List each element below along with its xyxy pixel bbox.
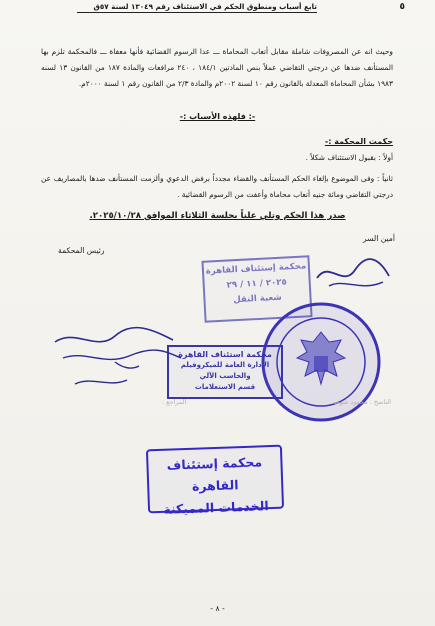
date-stamp-line-1: محكمة إستئناف القاهرة	[205, 261, 307, 277]
verdict-line: صدر هذا الحكم وتلي علناً بجلسة الثلاثاء الموافق ٢٠٢٥/١٠/٢٨.	[89, 211, 346, 221]
microfilm-stamp-line-2: الإدارة العامة للميكروفيلم والحاسب الآلي	[180, 361, 270, 380]
copyist-label: الناسخ : محمود شومه	[332, 398, 391, 406]
automated-services-stamp-line-2: الخدمات المميكنة	[163, 498, 269, 517]
signature-scribble-icon	[45, 300, 195, 400]
document-header: تابع أسباب ومنطوق الحكم في الاستئناف رقم ١٣٠٤٩ لسنة ٥٧ق	[93, 2, 317, 11]
date-stamp-line-3: شعبة النقل	[233, 292, 283, 306]
secretary-signature-icon	[309, 248, 395, 300]
reasons-heading-text: -: فلهذه الأسباب :-	[179, 112, 256, 121]
corner-mark: ٥	[399, 2, 405, 12]
court-ruling-title: حكمت المحكمة :-	[324, 137, 393, 146]
handwritten-name	[196, 330, 201, 343]
header-underline	[77, 12, 317, 13]
microfilm-stamp-line-1: محكمة استئناف القاهرة	[178, 350, 272, 359]
reasons-heading	[0, 112, 435, 121]
automated-services-stamp-line-1: محكمة إستئناف القاهرة	[166, 454, 263, 494]
page-number: - ٨ -	[210, 604, 225, 613]
automated-services-stamp	[146, 445, 284, 517]
president-label: رئيس المحكمة	[58, 246, 105, 255]
reviewer-label: المراجع :	[162, 398, 187, 406]
ruling-item-2: ثانياً : وفى الموضوع بإلغاء الحكم المستأنف والقضاء مجدداً برفض الدعوي وألزمت المستأنف ضدها بالمصاريف عن درجتي التقاضي ومائة جنيه أتعاب محاماة وأعفت من الرسوم القضائية .	[41, 174, 393, 199]
secretary-label: أمين السر	[362, 234, 395, 243]
ruling-item-1: أولاً : بقبول الاستئناف شكلاً .	[305, 153, 393, 162]
date-stamp-line-2: ٢٠٢٥ / ١١ / ٢٩	[226, 277, 288, 291]
expenses-paragraph: وحيث انه عن المصروفات شاملة مقابل أتعاب المحاماة ـــ عدا الرسوم القضائية فأنها معفاة ـــ فالمحكمة تلزم بها المستأنف ضدها عن درجتي التقاضي عملاً بنص المادتين ١٨٤/١ ، ٢٤٠ مرافعات والمادة ١٨٧ من القانون ١٣ لسنه ١٩٨٣ بشأن المحاماة المعدلة بالقانون رقم ١٠ لسنة ٢٠٠٢م والمادة ٢/٣ من القانون رقم ١ لسنة ٢٠٠٠م.	[41, 47, 393, 88]
microfilm-stamp-line-3: قسم الاستعلامات	[194, 383, 256, 391]
